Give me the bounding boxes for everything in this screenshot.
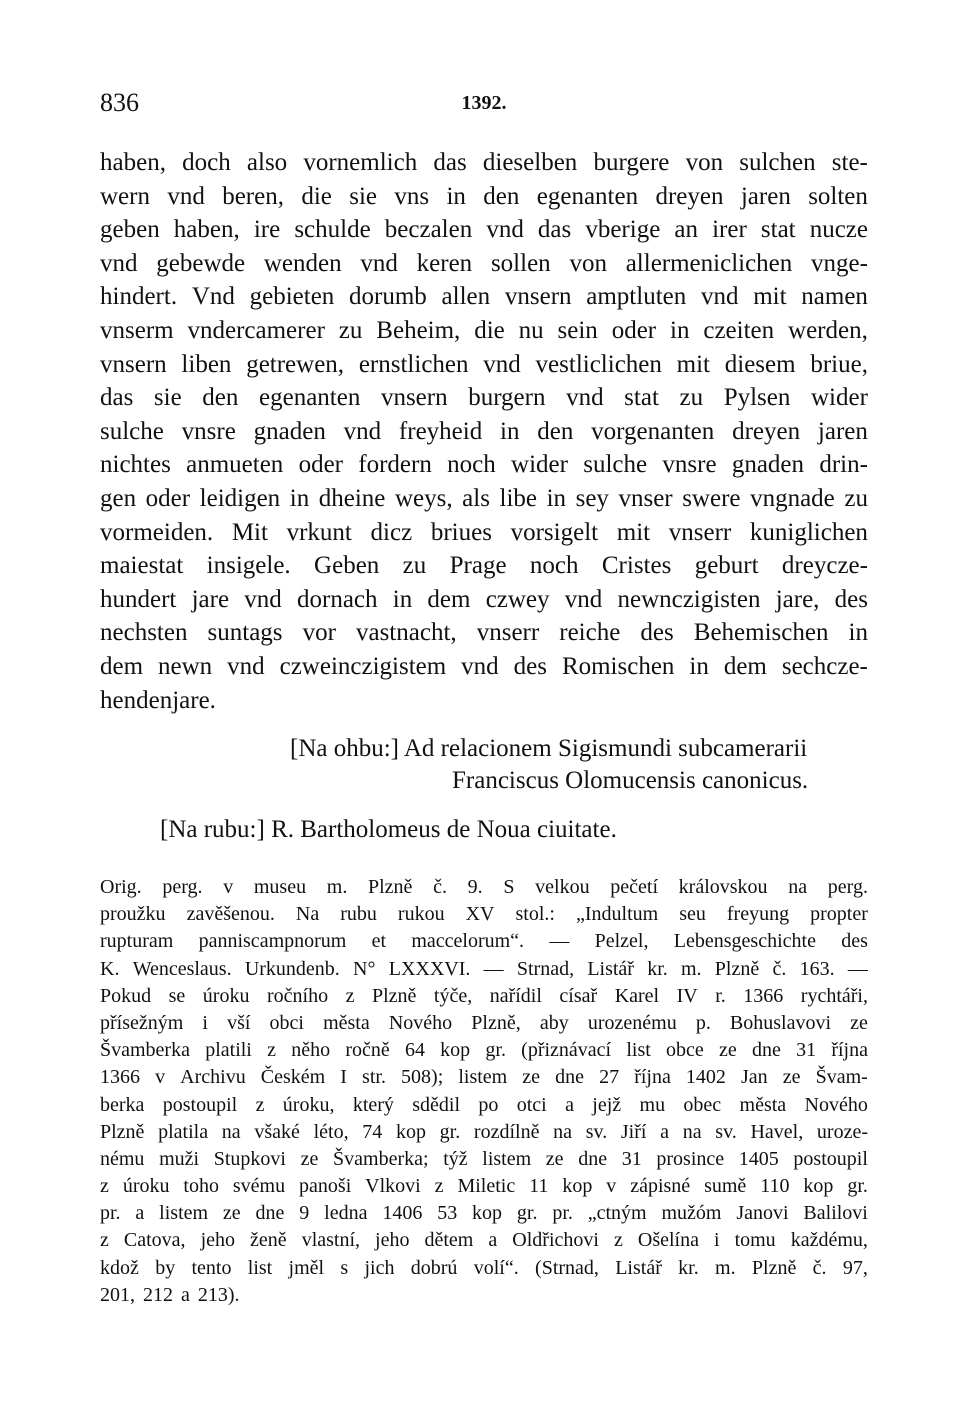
text-line: henden jare. (100, 686, 216, 714)
page-header (100, 88, 868, 128)
footnote-line: proužku zavěšenou. Na rubu rukou XV stol.: „Indultum seu freyung propter (100, 903, 868, 926)
footnote-line: z Catova, jeho ženě vlastní, jeho dětem a Oldřichovi z Ošelína i tomu každému, (100, 1229, 868, 1252)
text-line: hindert. Vnd gebieten dorumb allen vnsern amptluten vnd mit namen (100, 283, 868, 311)
footnote-line: rupturam panniscampnorum et maccelorum“. — Pelzel, Lebensgeschichte des (100, 930, 868, 953)
text-line: wern vnd beren, die sie vns in den egenanten dreyen jaren solten (100, 182, 868, 210)
text-line: maiestat insigele. Geben zu Prage noch Cristes geburt dreycze- (100, 552, 868, 580)
page-number: 836 (100, 88, 139, 117)
footnote-line: 201, 212 a 213). (100, 1283, 240, 1306)
text-line: hundert jare vnd dornach in dem czwey vnd newnczigisten jare, des (100, 585, 868, 613)
footnote-line: Švamberka platili z něho ročně 64 kop gr. (přiznávací list obce ze dne 31 října (100, 1039, 868, 1062)
footnote-line: Orig. perg. v museu m. Plzně č. 9. S velkou pečetí královskou na perg. (100, 876, 868, 898)
text-line: nichtes anmueten oder fordern noch wider sulche vnsre gnaden drin- (100, 451, 868, 479)
text-line: sulche vnsre gnaden vnd freyheid in den vorgenanten dreyen jaren (100, 417, 868, 445)
footnote-line: Plzně platila na všaké léto, 74 kop gr. rozdílně na sv. Jiří a na sv. Havel, uroze- (100, 1120, 868, 1143)
footnote-line: Pokud se úroku ročního z Plzně týče, nařídil císař Karel IV r. 1366 rychtáři, (100, 984, 868, 1007)
ohbu-note-line-2: Franciscus Olomucensis canonicus. (452, 767, 809, 794)
text-line: geben haben, ire schulde beczalen vnd das vberige an irer stat nucze (100, 216, 868, 244)
text-line: nechsten suntags vor vastnacht, vnserr reiche des Behemischen in (100, 619, 868, 647)
footnote-line: přísežným i vší obci města Nového Plzně, aby urozenému p. Bohuslavovi ze (100, 1011, 868, 1034)
footnote-commentary (100, 874, 868, 1309)
footnote-line: K. Wenceslaus. Urkundenb. N° LXXXVI. — Strnad, Listář kr. m. Plzně č. 163. — (100, 957, 868, 980)
footnote-line: berka postoupil z úroku, který sdědil po otci a jejž mu obec města Nového (100, 1093, 868, 1116)
footnote-line: kdož by tento list jměl s jich dobrú volí“. (Strnad, Listář kr. m. Plzně č. 97, (100, 1256, 868, 1279)
text-line: vnserm vndercamerer zu Beheim, die nu sein oder in czeiten werden, (100, 316, 868, 344)
footnote-line: z úroku toho svému panoši Vlkovi z Miletic 11 kop v zápisné sumě 110 kop gr. (100, 1175, 868, 1198)
charter-text (100, 146, 868, 717)
rubu-note: [Na rubu:] R. Bartholomeus de Noua ciuitate. (160, 816, 617, 843)
text-line: vnd gebewde wenden vnd keren sollen von allermeniclichen vnge- (100, 249, 868, 277)
ohbu-note-line-1: [Na ohbu:] Ad relacionem Sigismundi subcamerarii (290, 735, 808, 762)
footnote-line: nému muži Stupkovi ze Švamberka; týž listem ze dne 31 prosince 1405 postoupil (100, 1147, 868, 1170)
footnote-line: pr. a listem ze dne 9 ledna 1406 53 kop gr. pr. „ctným mužóm Janovi Balilovi (100, 1202, 868, 1225)
text-line: vormeiden. Mit vrkunt dicz briues vorsigelt mit vnserr kuniglichen (100, 518, 868, 546)
text-line: gen oder leidigen in dheine weys, als libe in sey vnser swere vngnade zu (100, 484, 868, 512)
document-year: 1392. (461, 92, 507, 114)
text-line: vnsern liben getrewen, ernstlichen vnd vestliclichen mit diesem briue, (100, 350, 868, 378)
footnote-line: 1366 v Archivu Českém I str. 508); listem ze dne 27 října 1402 Jan ze Švam- (100, 1066, 868, 1089)
text-line: dem newn vnd czweinczigistem vnd des Romischen in dem sechcze- (100, 652, 868, 680)
text-line: haben, doch also vornemlich das dieselben burgere von sulchen ste- (100, 149, 868, 176)
text-line: das sie den egenanten vnsern burgern vnd stat zu Pylsen wider (100, 384, 868, 412)
